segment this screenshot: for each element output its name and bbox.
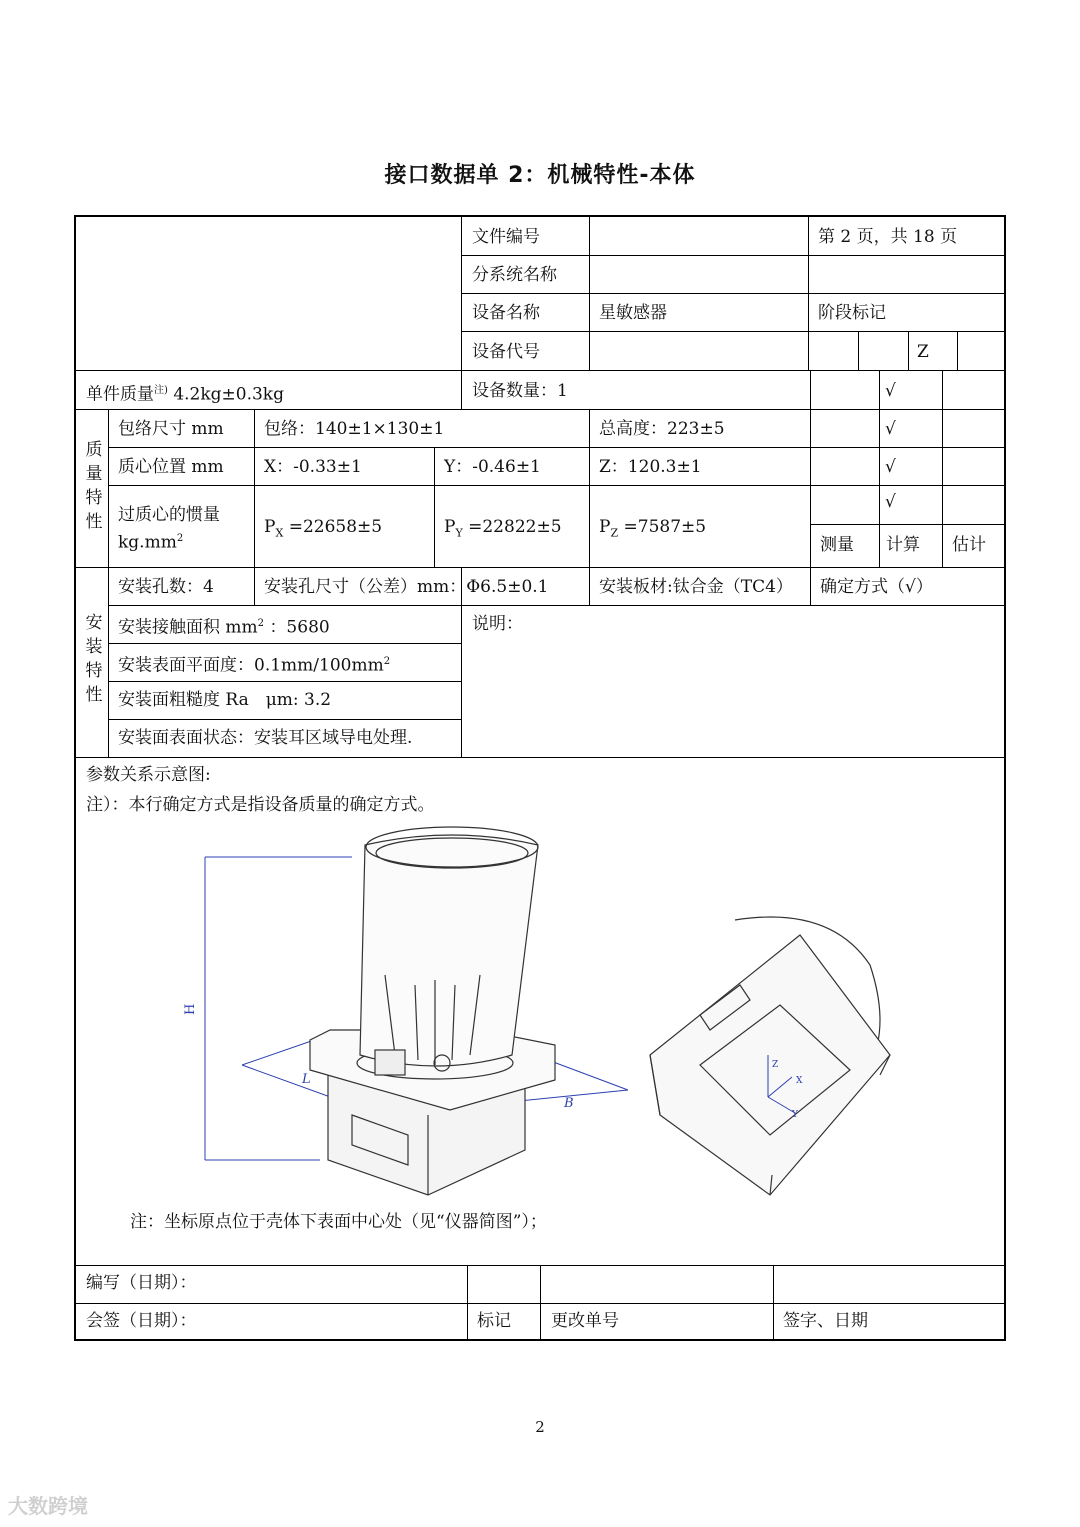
- diagram-label: 参数关系示意图:: [86, 765, 211, 785]
- dim-l-label: L: [302, 1072, 311, 1087]
- change-number-label: 更改单号: [551, 1311, 619, 1331]
- page-number: 2: [535, 1418, 545, 1436]
- surface-state: 安装面表面状态：安装耳区域导电处理.: [118, 728, 413, 748]
- cg-x-value: X：-0.33±1: [264, 457, 362, 477]
- mass-properties-group-label: 质 量 特 性: [85, 440, 103, 532]
- mark-label: 标记: [477, 1311, 511, 1331]
- envelope-size-value: 包络：140±1×130±1: [264, 419, 445, 439]
- diagram-note-1: 注）：本行确定方式是指设备质量的确定方式。: [86, 795, 435, 815]
- inertia-unit-label: $kg.mm^2$: [118, 532, 184, 553]
- check-mark: √: [885, 492, 896, 512]
- device-name-label: 设备名称: [472, 303, 540, 323]
- device-code-label: 设备代号: [472, 342, 540, 362]
- watermark: 大数跨境: [8, 1494, 88, 1518]
- method-estimate: 估计: [952, 535, 986, 555]
- mounting-hole-size: 安装孔尺寸（公差）mm：Φ6.5±0.1: [264, 577, 549, 597]
- cg-y-value: Y：-0.46±1: [444, 457, 541, 477]
- total-height-value: 总高度：223±5: [599, 419, 725, 439]
- surface-flatness: 安装表面平面度：$0.1mm/100mm^2$: [118, 655, 391, 676]
- countersign-date-label: 会签（日期）：: [86, 1311, 197, 1331]
- check-mark: √: [885, 381, 896, 401]
- mounting-hole-count: 安装孔数：4: [118, 577, 214, 597]
- author-date-label: 编写（日期）：: [86, 1273, 197, 1293]
- contact-area: 安装接触面积 $mm^2$ ：5680: [118, 617, 330, 638]
- stage-value: Z: [917, 342, 929, 362]
- axis-y-label: Y: [792, 1110, 798, 1120]
- signature-date-label: 签字、日期: [783, 1311, 868, 1331]
- document-title: 接口数据单 2：机械特性-本体: [384, 163, 696, 188]
- inertia-px-value: $P_X =22658\pm 5$: [264, 517, 383, 540]
- axis-z-label: Z: [772, 1060, 779, 1070]
- inertia-label: 过质心的惯量: [118, 505, 220, 525]
- check-mark: √: [885, 457, 896, 477]
- sensor-isometric-view: [310, 827, 555, 1195]
- sensor-bottom-view: [650, 917, 890, 1195]
- star-sensor-diagram: [180, 825, 900, 1205]
- method-measure: 测量: [820, 535, 854, 555]
- device-name-value: 星敏感器: [599, 303, 667, 323]
- mounting-properties-group-label: 安 装 特 性: [85, 613, 103, 705]
- subsystem-name-label: 分系统名称: [472, 265, 557, 285]
- check-mark: √: [885, 419, 896, 439]
- cg-z-value: Z：120.3±1: [599, 457, 702, 477]
- remark-label: 说明：: [472, 614, 523, 634]
- inertia-pz-value: $P_Z =7587\pm 5$: [599, 517, 707, 540]
- method-calculate: 计算: [886, 535, 920, 555]
- determine-method-label: 确定方式（√）: [820, 577, 933, 597]
- dim-b-label: B: [564, 1096, 574, 1111]
- diagram-note-2: 注：坐标原点位于壳体下表面中心处（见“仪器简图”）；: [130, 1212, 547, 1232]
- axis-x-label: X: [796, 1076, 803, 1086]
- unit-mass: 单件质量$^{注)}$ 4.2kg±0.3kg: [86, 384, 284, 405]
- inertia-py-value: $P_Y =22822\pm 5$: [444, 517, 562, 540]
- surface-roughness: 安装面粗糙度 Ra μm: 3.2: [118, 690, 332, 710]
- envelope-size-label: 包络尺寸 mm: [118, 419, 224, 439]
- stage-mark-label: 阶段标记: [818, 303, 886, 323]
- file-number-label: 文件编号: [472, 227, 540, 247]
- center-of-mass-label: 质心位置 mm: [118, 457, 224, 477]
- device-count: 设备数量：1: [472, 381, 568, 401]
- mounting-plate-material: 安装板材:钛合金（TC4）: [599, 577, 793, 597]
- page-info: 第 2 页，共 18 页: [818, 227, 958, 247]
- dim-h-label: H: [183, 1003, 198, 1015]
